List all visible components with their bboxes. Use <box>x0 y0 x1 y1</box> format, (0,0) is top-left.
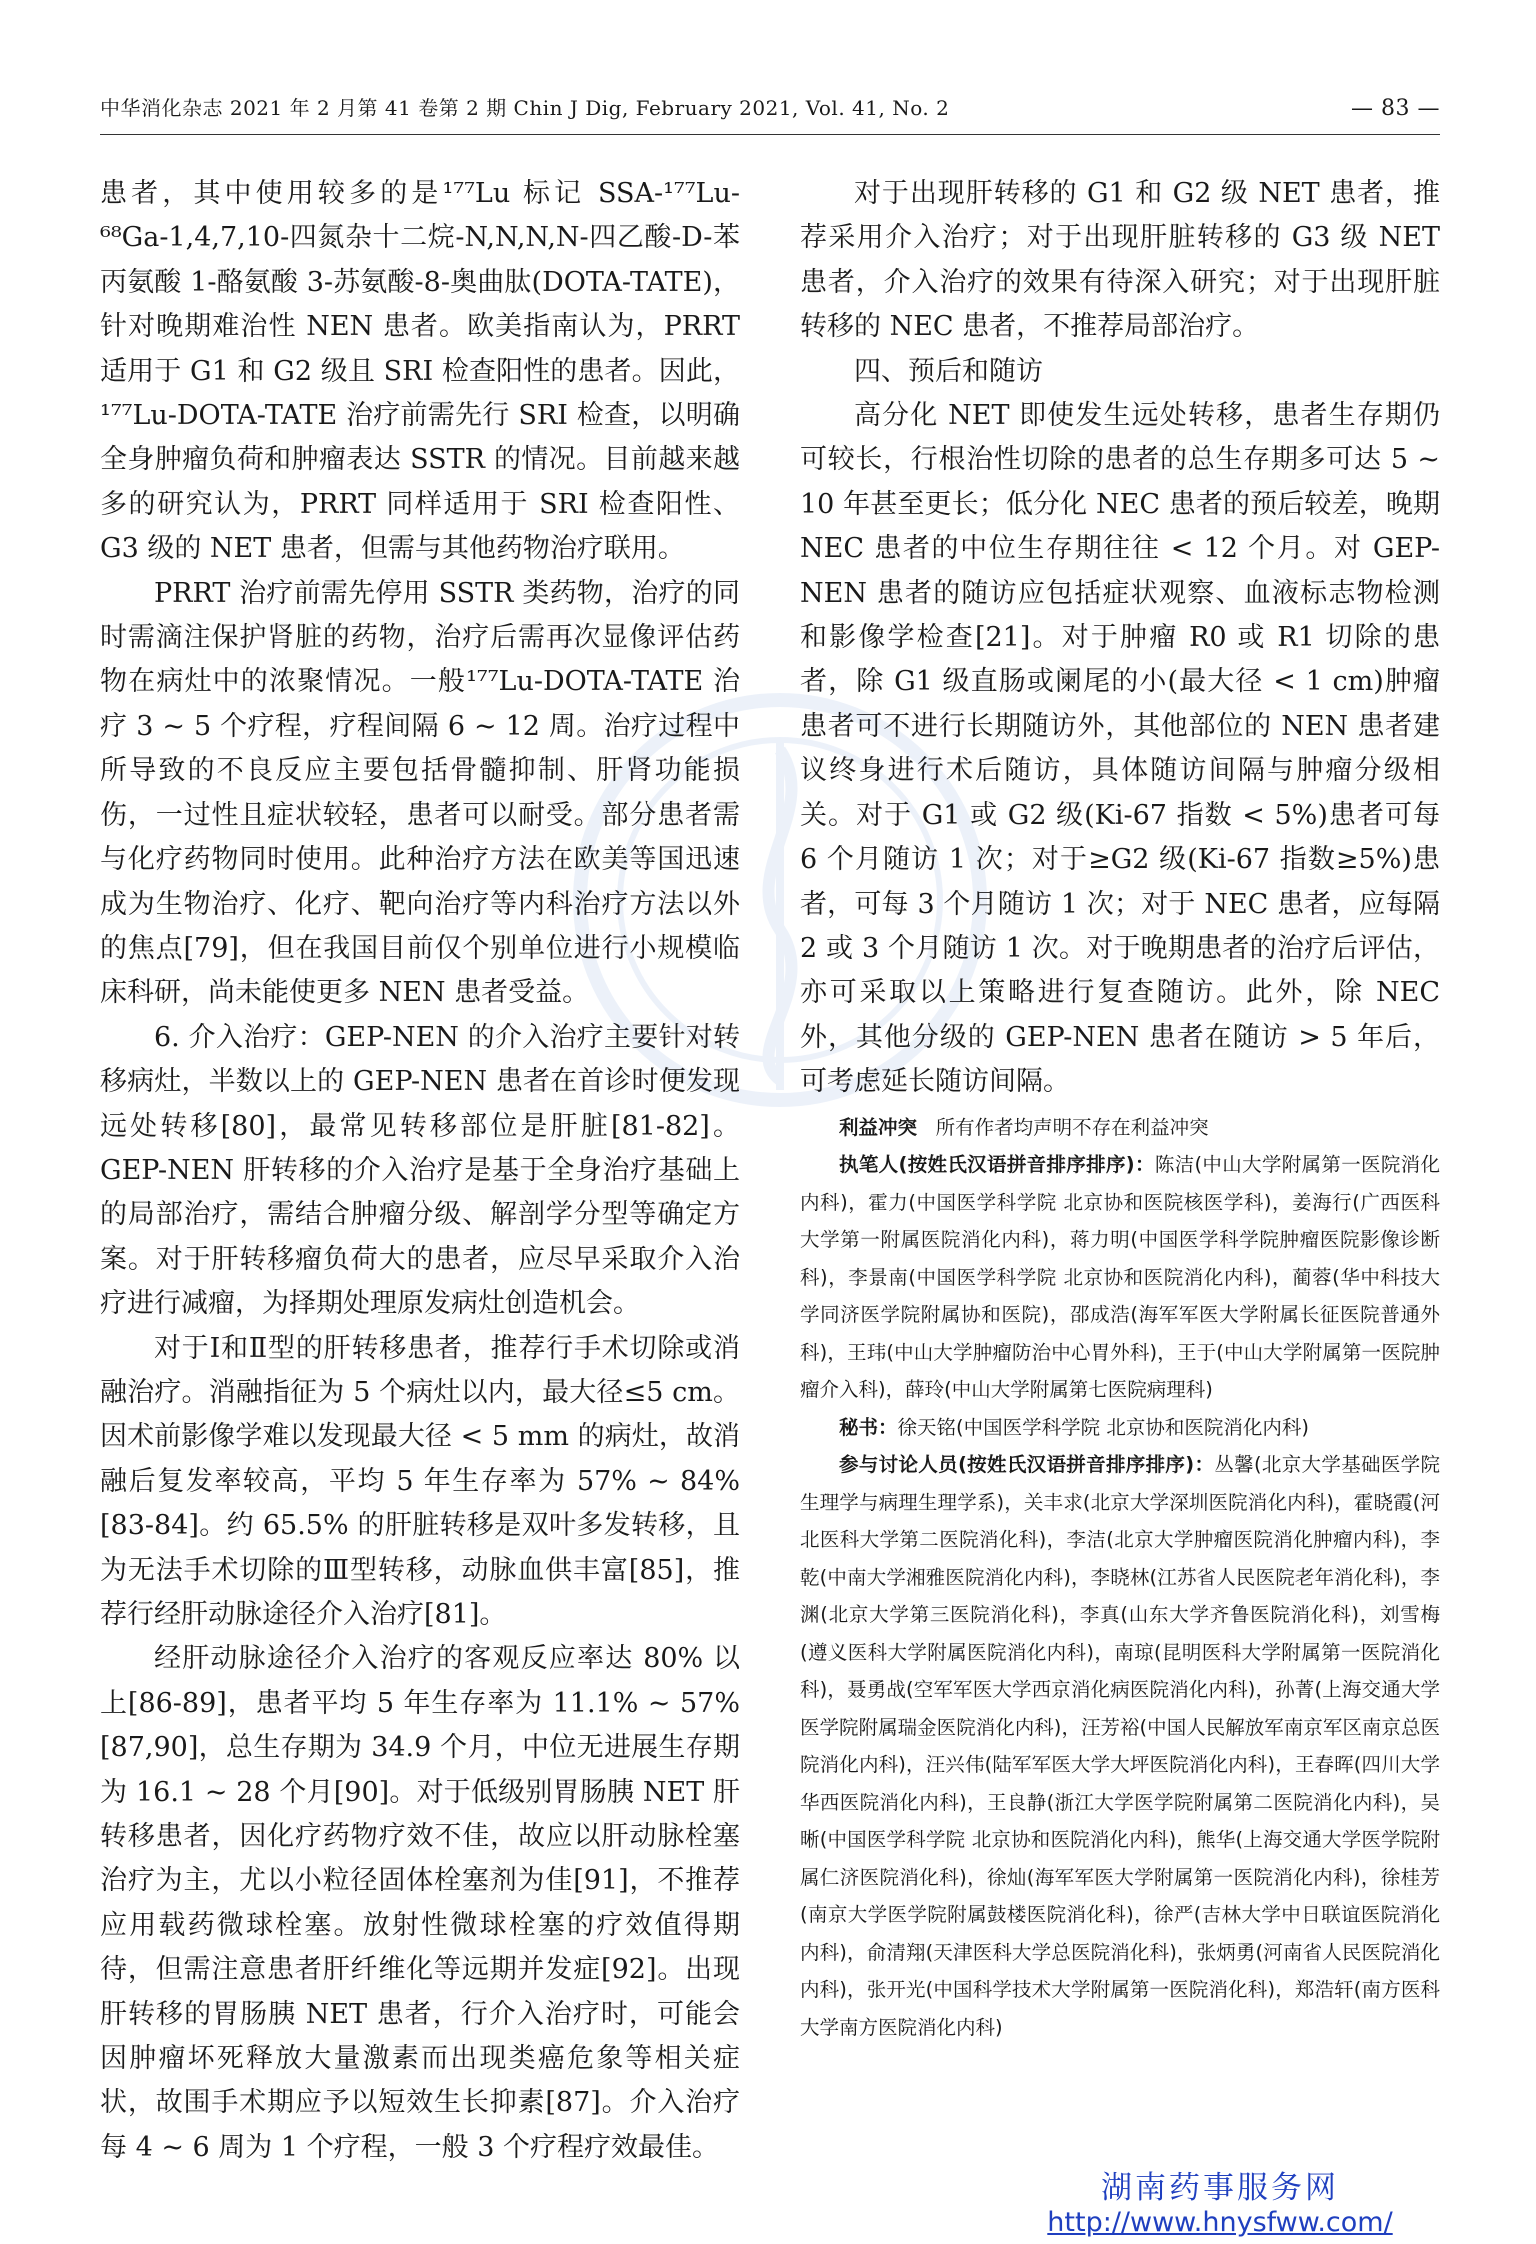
writers-label: 执笔人(按姓氏汉语拼音排序排序)： <box>839 1153 1155 1177</box>
header-rule <box>100 134 1440 135</box>
conflict-text: 所有作者均声明不存在利益冲突 <box>935 1115 1209 1139</box>
participants-label: 参与讨论人员(按姓氏汉语拼音排序排序)： <box>839 1453 1215 1477</box>
writers-text: 陈洁(中山大学附属第一医院消化内科)，霍力(中国医学科学院 北京协和医院核医学科)，姜海行(广西医科大学第一附属医院消化内科)，蒋力明(中国医学科学院肿瘤医院影像诊断科)，李景南(中国医学科学院 北京协和医院消化内科)，蔺蓉(华中科技大学同济医学院附属协和医院)，邵成浩(海军军医大学附属长征医院普通外科)，王玮(中山大学肿瘤防治中心胃外科)，王于(中山大学附属第一医院肿瘤介入科)，薛玲(中山大学附属第七医院病理科) <box>800 1153 1440 1402</box>
journal-citation: 中华消化杂志 2021 年 2 月第 41 卷第 2 期 Chin J Dig, February 2021, Vol. 41, No. 2 <box>100 96 950 120</box>
paragraph-liver-metastasis-types: 对于Ⅰ和Ⅱ型的肝转移患者，推荐行手术切除或消融治疗。消融指征为 5 个病灶以内，最大径≤5 cm。因术前影像学难以发现最大径 < 5 mm 的病灶，故消融后复发率较高，平均 5 年生存率为 57% ~ 84%[83-84]。约 65.5% 的肝脏转移是双叶多发转移，且为无法手术切除的Ⅲ型转移，动脉血供丰富[85]，推荐行经肝动脉途径介入治疗[81]。 <box>100 1332 740 1630</box>
secretary <box>800 1409 1440 1447</box>
secretary-text: 徐天铭(中国医学科学院 北京协和医院消化内科) <box>897 1415 1309 1439</box>
page-number: — 83 — <box>1351 96 1440 121</box>
running-header <box>100 92 1440 132</box>
secretary-label: 秘书： <box>839 1415 898 1439</box>
section-heading-prognosis: 四、预后和随访 <box>854 355 1043 387</box>
paragraph-net-grade-recommendation: 对于出现肝转移的 G1 和 G2 级 NET 患者，推荐采用介入治疗；对于出现肝脏转移的 G3 级 NET 患者，介入治疗的效果有待深入研究；对于出现肝脏转移的 NEC 患者，不推荐局部治疗。 <box>800 178 1440 343</box>
site-url-link[interactable]: http://www.hnysfww.com/ <box>1047 2207 1393 2238</box>
conflict-label: 利益冲突 <box>839 1115 918 1139</box>
conflict-of-interest <box>800 1109 1440 1147</box>
site-name: 湖南药事服务网 <box>1101 2170 1339 2206</box>
right-column <box>800 172 1440 2046</box>
paragraph-prognosis-followup: 高分化 NET 即使发生远处转移，患者生存期仍可较长，行根治性切除的患者的总生存期多可达 5 ~ 10 年甚至更长；低分化 NEC 患者的预后较差，晚期 NEC 患者的中位生存期往往 < 12 个月。对 GEP-NEN 患者的随访应包括症状观察、血液标志物检测和影像学检查[21]。对于肿瘤 R0 或 R1 切除的患者，除 G1 级直肠或阑尾的小(最大径 < 1 cm)肿瘤患者可不进行长期随访外，其他部位的 NEN 患者建议终身进行术后随访，具体随访间隔与肿瘤分级相关。对于 G1 或 G2 级(Ki-67 指数 < 5%)患者可每 6 个月随访 1 次；对于≥G2 级(Ki-67 指数≥5%)患者，可每 3 个月随访 1 次；对于 NEC 患者，应每隔 2 或 3 个月随访 1 次。对于晚期患者的治疗后评估，亦可采取以上策略进行复查随访。此外，除 NEC 外，其他分级的 GEP-NEN 患者在随访 > 5 年后，可考虑延长随访间隔。 <box>800 400 1440 1098</box>
paragraph-prrt-procedure: PRRT 治疗前需先停用 SSTR 类药物，治疗的同时需滴注保护肾脏的药物，治疗后需再次显像评估药物在病灶中的浓聚情况。一般¹⁷⁷Lu-DOTA-TATE 治疗 3 ~ 5 个疗程，疗程间隔 6 ~ 12 周。治疗过程中所导致的不良反应主要包括骨髓抑制、肝肾功能损伤，一过性且症状较轻，患者可以耐受。部分患者需与化疗药物同时使用。此种治疗方法在欧美等国迅速成为生物治疗、化疗、靶向治疗等内科治疗方法以外的焦点[79]，但在我国目前仅个别单位进行小规模临床科研，尚未能使更多 NEN 患者受益。 <box>100 577 740 1009</box>
site-watermark-footer <box>1010 2162 1430 2238</box>
paragraph-prrt-agents: 患者，其中使用较多的是¹⁷⁷Lu 标记 SSA-¹⁷⁷Lu-⁶⁸Ga-1,4,7,10-四氮杂十二烷-N,N,N,N-四乙酸-D-苯丙氨酸 1-酪氨酸 3-苏氨酸-8-奥曲肽(DOTA-TATE)，针对晚期难治性 NEN 患者。欧美指南认为，PRRT 适用于 G1 和 G2 级且 SRI 检查阳性的患者。因此，¹⁷⁷Lu-DOTA-TATE 治疗前需先行 SRI 检查，以明确全身肿瘤负荷和肿瘤表达 SSTR 的情况。目前越来越多的研究认为，PRRT 同样适用于 SRI 检查阳性、G3 级的 NET 患者，但需与其他药物治疗联用。 <box>100 178 740 565</box>
paragraph-hepatic-artery-therapy: 经肝动脉途径介入治疗的客观反应率达 80% 以上[86-89]，患者平均 5 年生存率为 11.1% ~ 57%[87,90]，总生存期为 34.9 个月，中位无进展生存期为 16.1 ~ 28 个月[90]。对于低级别胃肠胰 NET 肝转移患者，因化疗药物疗效不佳，故应以肝动脉栓塞治疗为主，尤以小粒径固体栓塞剂为佳[91]，不推荐应用载药微球栓塞。放射性微球栓塞的疗效值得期待，但需注意患者肝纤维化等远期并发症[92]。出现肝转移的胃肠胰 NET 患者，行介入治疗时，可能会因肿瘤坏死释放大量激素而出现类癌危象等相关症状，故围手术期应予以短效生长抑素[87]。介入治疗每 4 ~ 6 周为 1 个疗程，一般 3 个疗程疗效最佳。 <box>100 1643 740 2163</box>
writers-list <box>800 1146 1440 1409</box>
participants-list <box>800 1446 1440 2046</box>
left-column <box>100 172 740 2170</box>
paragraph-interventional-therapy: 6. 介入治疗：GEP-NEN 的介入治疗主要针对转移病灶，半数以上的 GEP-NEN 患者在首诊时便发现远处转移[80]，最常见转移部位是肝脏[81-82]。GEP-NEN 肝转移的介入治疗是基于全身治疗基础上的局部治疗，需结合肿瘤分级、解剖学分型等确定方案。对于肝转移瘤负荷大的患者，应尽早采取介入治疗进行减瘤，为择期处理原发病灶创造机会。 <box>100 1021 740 1320</box>
participants-text: 丛馨(北京大学基础医学院生理学与病理生理学系)，关丰求(北京大学深圳医院消化内科)，霍晓霞(河北医科大学第二医院消化科)，李洁(北京大学肿瘤医院消化肿瘤内科)，李乾(中南大学湘雅医院消化内科)，李晓林(江苏省人民医院老年消化科)，李渊(北京大学第三医院消化科)，李真(山东大学齐鲁医院消化科)，刘雪梅(遵义医科大学附属医院消化内科)，南琼(昆明医科大学附属第一医院消化科)，聂勇战(空军军医大学西京消化病医院消化内科)，孙菁(上海交通大学医学院附属瑞金医院消化内科)，汪芳裕(中国人民解放军南京军区南京总医院消化内科)，汪兴伟(陆军军医大学大坪医院消化内科)，王春晖(四川大学华西医院消化内科)，王良静(浙江大学医学院附属第二医院消化内科)，吴晰(中国医学科学院 北京协和医院消化内科)，熊华(上海交通大学医学院附属仁济医院消化科)，徐灿(海军军医大学附属第一医院消化内科)，徐桂芳(南京大学医学院附属鼓楼医院消化科)，徐严(吉林大学中日联谊医院消化内科)，俞清翔(天津医科大学总医院消化科)，张炳勇(河南省人民医院消化内科)，张开光(中国科学技术大学附属第一医院消化科)，郑浩轩(南方医科大学南方医院消化内科) <box>800 1453 1441 2039</box>
